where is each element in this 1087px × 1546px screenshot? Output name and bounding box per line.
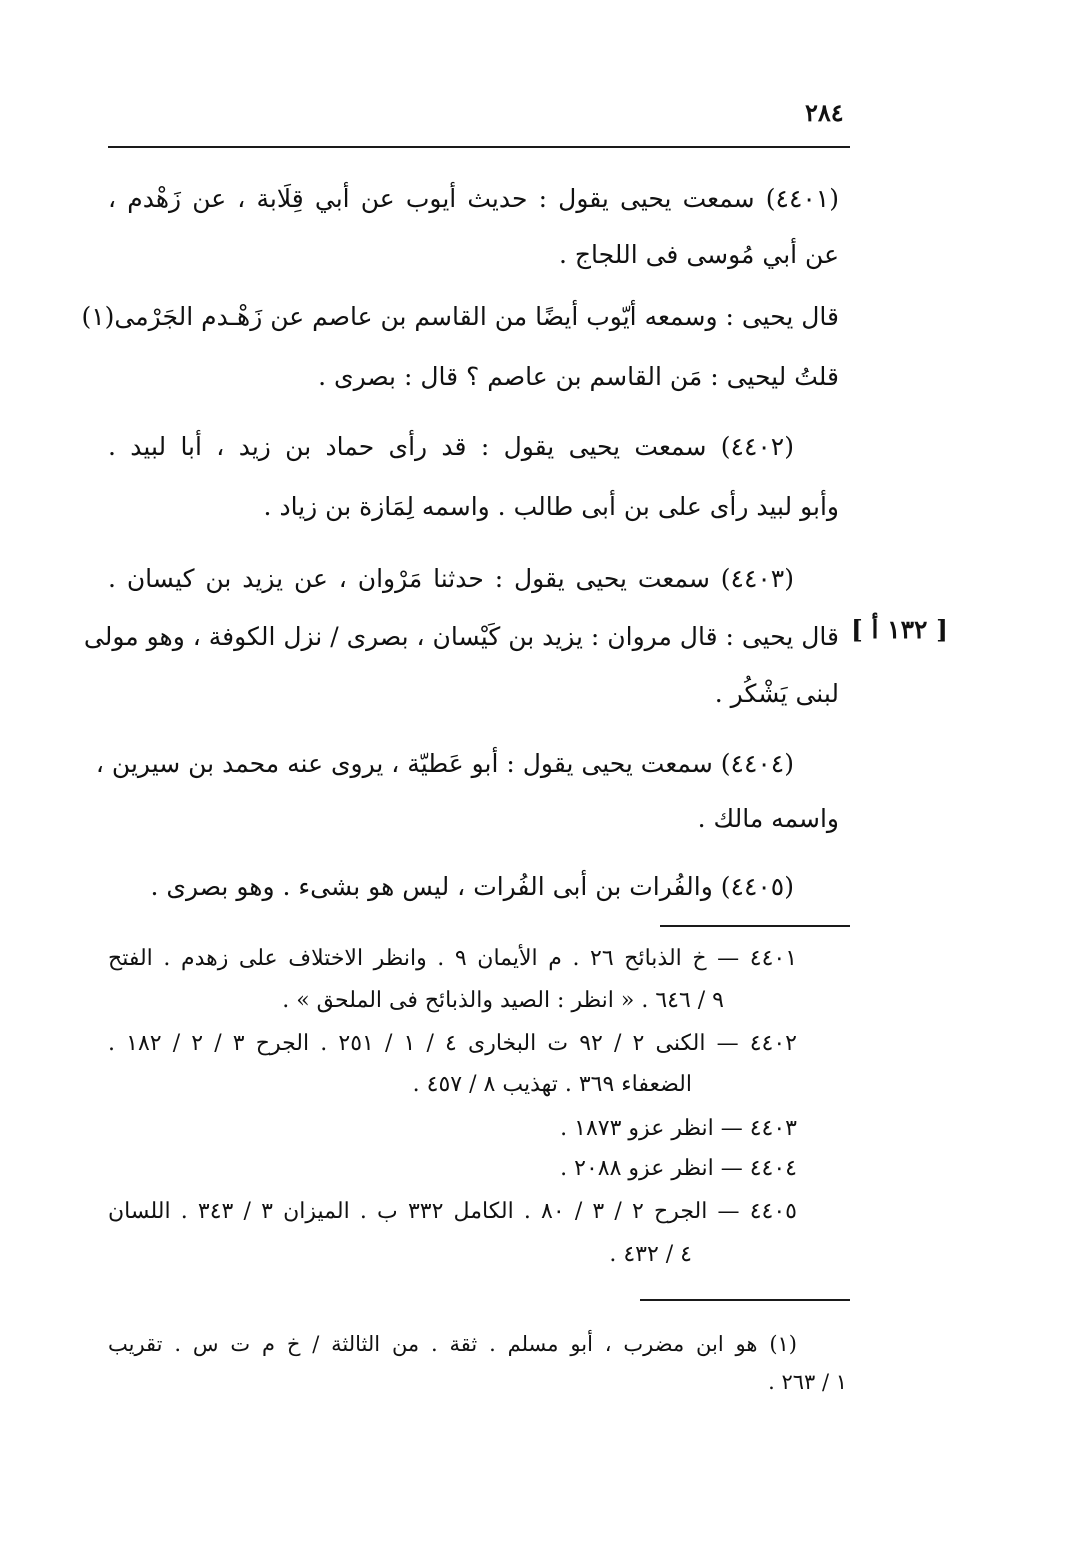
reference-line: ٤٤٠١ — خ الذبائح ٢٦ . م الأيمان ٩ . وانظر الاختلاف على زهدم . الفتح bbox=[108, 946, 798, 971]
text-line: (٤٤٠٤) سمعت يحيى يقول : أبو عَطيّة ، يروى عنه محمد بن سيرين ، bbox=[95, 749, 794, 778]
footnote-line: (١) هو ابن مضرب ، أبو مسلم . ثقة . من الثالثة / خ م ت س . تقريب bbox=[108, 1332, 797, 1356]
text-line: قلتُ ليحيى : مَن القاسم بن عاصم ؟ قال : بصرى . bbox=[318, 362, 839, 391]
text-line: (٤٤٠٣) سمعت يحيى يقول : حدثنا مَرْوان ، عن يزيد بن كيسان . bbox=[108, 564, 794, 593]
top-rule bbox=[108, 146, 850, 148]
footnote-rule bbox=[640, 1299, 850, 1301]
reference-line: ٤ / ٤٣٢ . bbox=[609, 1242, 692, 1267]
reference-line: ٩ / ٦٤٦ . « انظر : الصيد والذبائح فى الملحق » . bbox=[282, 988, 724, 1013]
reference-line: الضعفاء ٣٦٩ . تهذيب ٨ / ٤٥٧ . bbox=[412, 1072, 692, 1097]
references-rule bbox=[660, 925, 850, 927]
footnote-line: ١ / ٢٦٣ . bbox=[768, 1370, 847, 1394]
text-line: قال يحيى : قال مروان : يزيد بن كَيْسان ، بصرى / نزل الكوفة ، وهو مولى bbox=[83, 622, 839, 651]
text-line: واسمه مالك . bbox=[697, 804, 839, 833]
reference-line: ٤٤٠٥ — الجرح ٢ / ٣ / ٨٠ . الكامل ٣٣٢ ب . الميزان ٣ / ٣٤٣ . اللسان bbox=[108, 1199, 797, 1224]
text-line: وأبو لبيد رأى على بن أبى طالب . واسمه لِمَازة بن زياد . bbox=[263, 492, 839, 521]
page-number: ٢٨٤ bbox=[805, 98, 844, 127]
text-line: عن أبي مُوسى فى اللجاج . bbox=[559, 240, 839, 269]
reference-line: ٤٤٠٣ — انظر عزو ١٨٧٣ . bbox=[560, 1116, 797, 1141]
text-line: (٤٤٠٥) والفُرات بن أبى الفُرات ، ليس هو بشىء . وهو بصرى . bbox=[150, 872, 794, 901]
reference-line: ٤٤٠٤ — انظر عزو ٢٠٨٨ . bbox=[560, 1156, 797, 1181]
text-line: (٤٤٠٢) سمعت يحيى يقول : قد رأى حماد بن زيد ، أبا لبيد . bbox=[108, 432, 794, 461]
reference-line: ٤٤٠٢ — الكنى ٢ / ٩٢ ت البخارى ٤ / ١ / ٢٥١ . الجرح ٣ / ٢ / ١٨٢ . bbox=[108, 1031, 797, 1056]
text-line: (٤٤٠١) سمعت يحيى يقول : حديث أيوب عن أبي قِلَابة ، عن زَهْدم ، bbox=[108, 184, 839, 213]
text-line: قال يحيى : وسمعه أيّوب أيضًا من القاسم بن عاصم عن زَهْـدم الجَرْمى(١) bbox=[81, 302, 839, 331]
margin-folio-note: [ ١٣٢ أ ] bbox=[850, 615, 948, 644]
text-line: لبنى يَشْكُر . bbox=[714, 679, 839, 708]
